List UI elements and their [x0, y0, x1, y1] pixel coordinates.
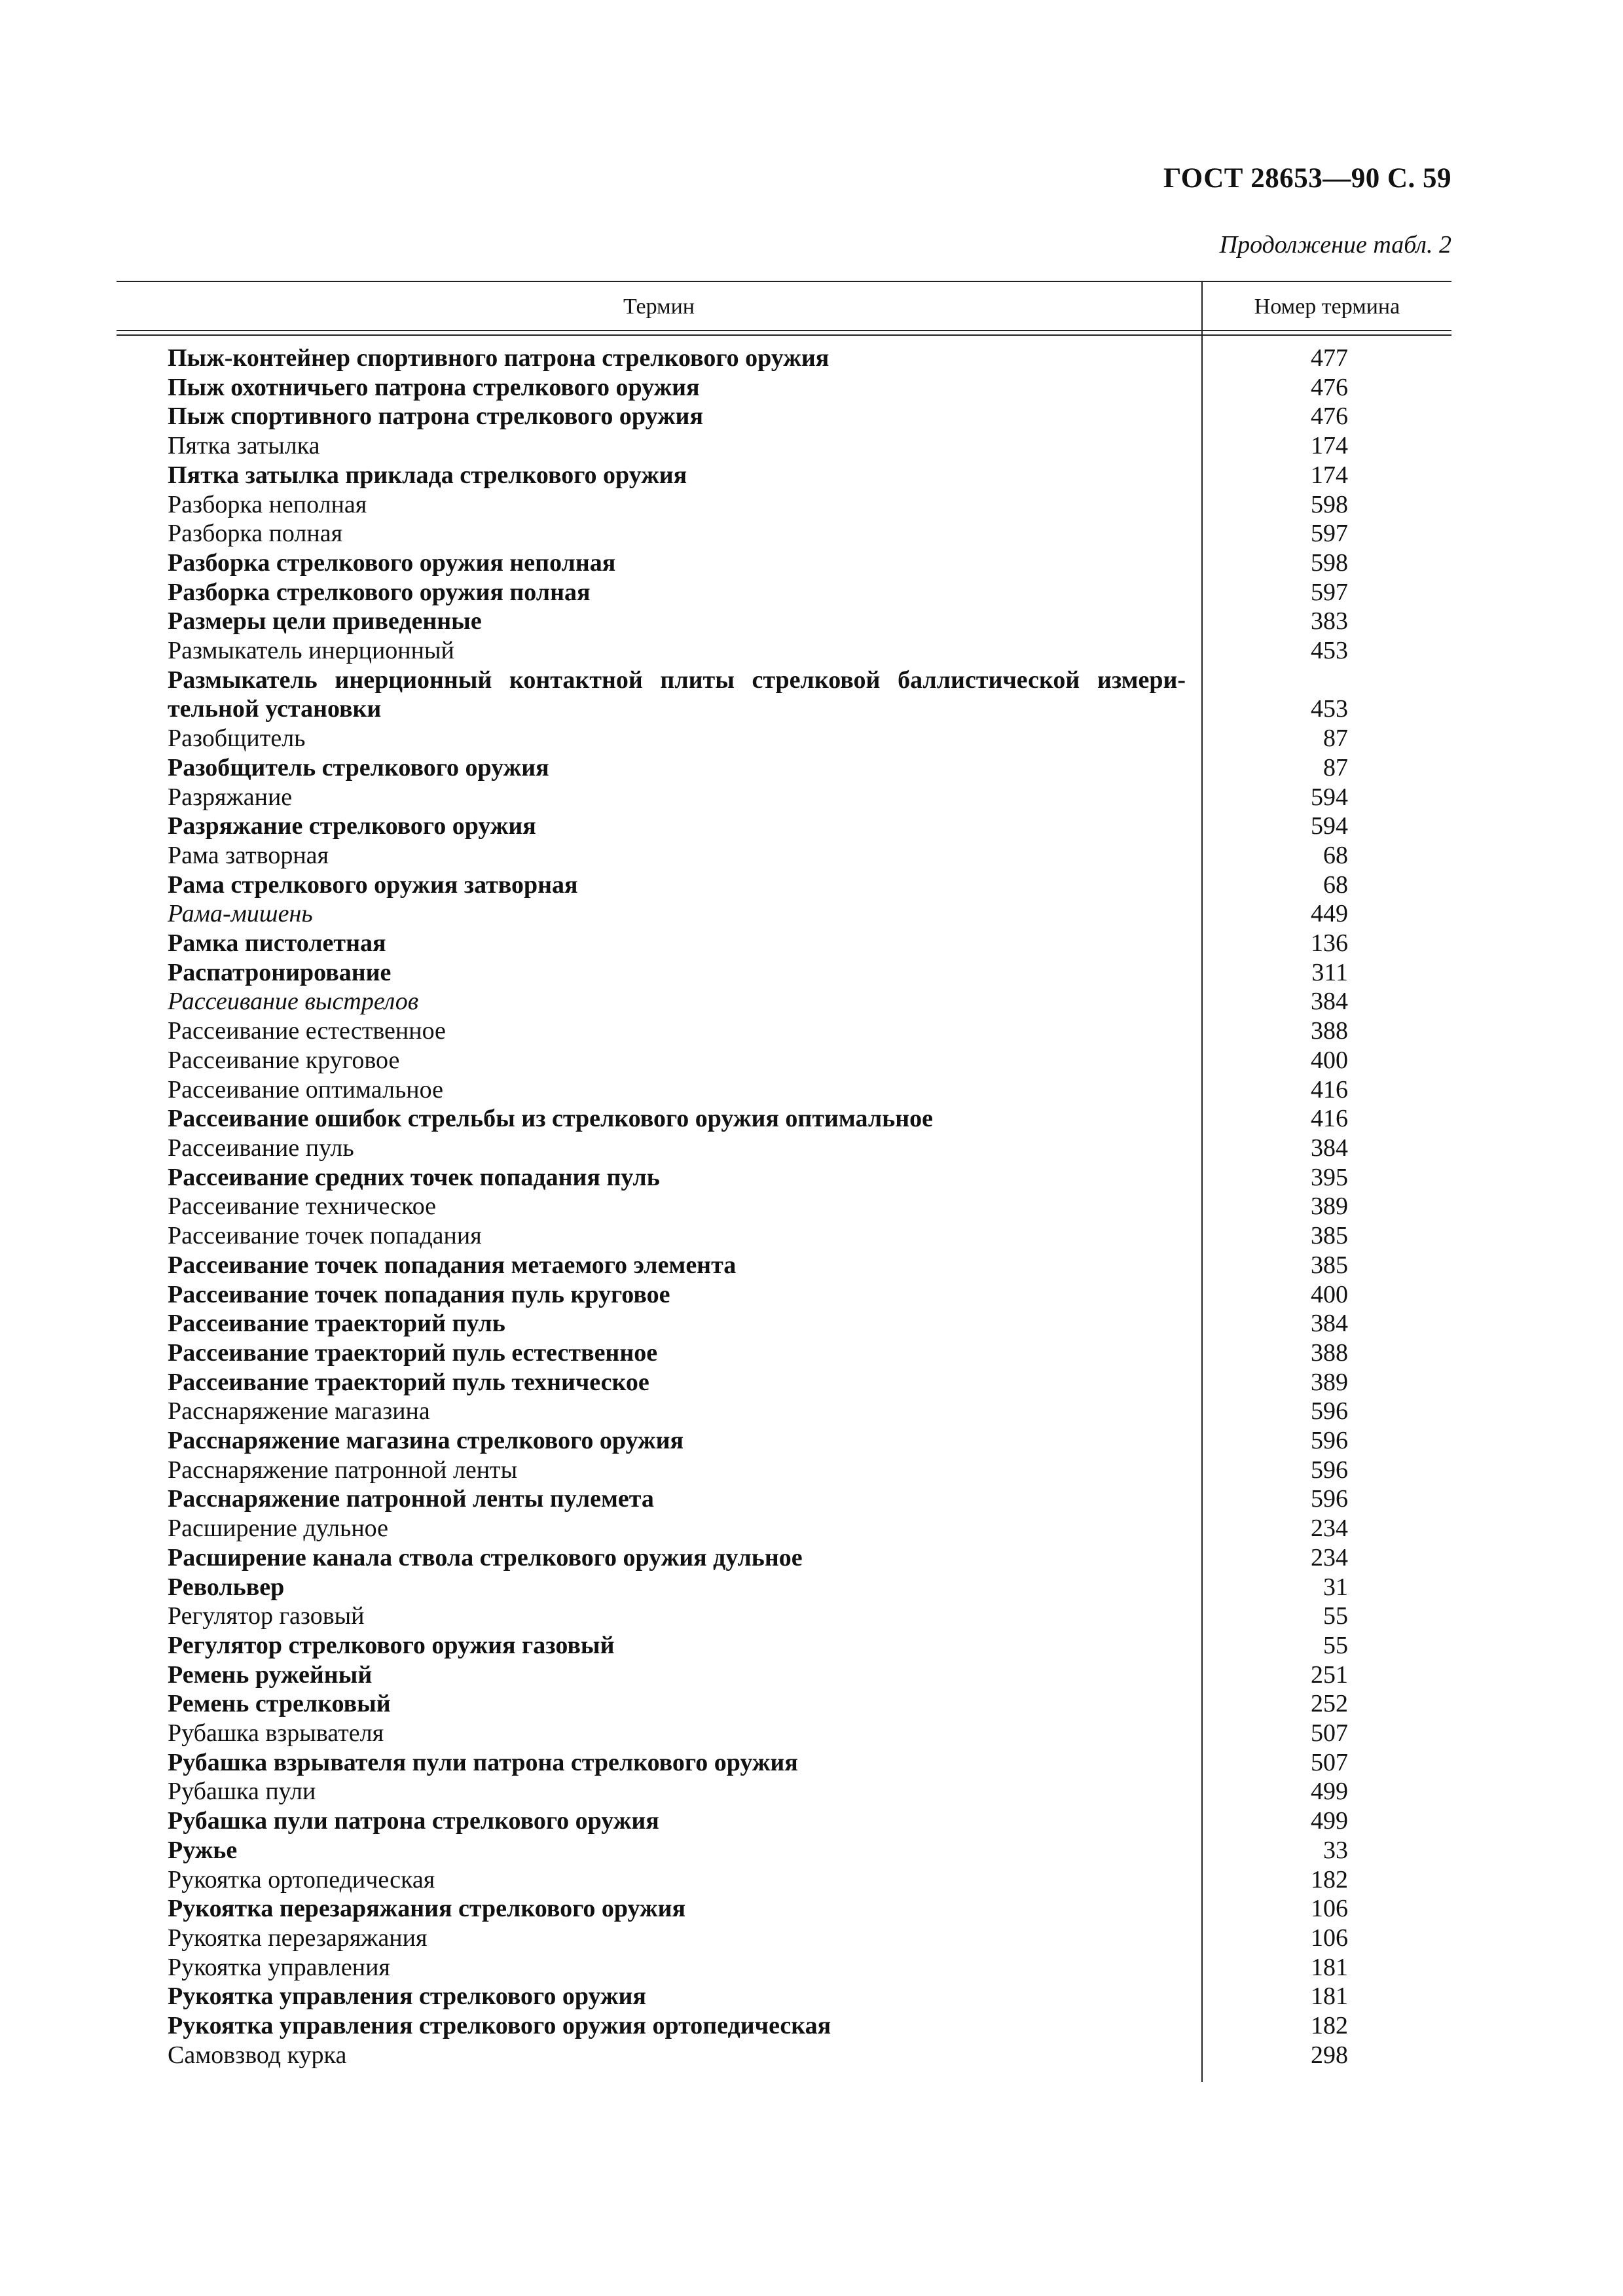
term-number-cell: 385	[1311, 1222, 1348, 1250]
table-body	[168, 344, 1451, 2070]
table-row	[168, 1338, 1451, 1368]
term-number-cell: 499	[1311, 1807, 1348, 1835]
table-row	[168, 1280, 1451, 1310]
term-number-cell: 234	[1311, 1543, 1348, 1571]
term-cell: Рассеивание точек попадания пуль круговое	[168, 1280, 670, 1308]
term-number-cell: 182	[1311, 2012, 1348, 2040]
term-cell: Рубашка взрывателя пули патрона стрелкового оружия	[168, 1748, 798, 1776]
term-cell: Размыкатель инерционный контактной плиты стрелковой баллистической измери-тельной установки	[168, 666, 1186, 723]
term-number-cell: 507	[1311, 1719, 1348, 1748]
term-cell: Рукоятка управления стрелкового оружия	[168, 1982, 646, 2011]
term-cell: Рама-мишень	[168, 900, 313, 928]
term-cell: Разборка стрелкового оружия полная	[168, 578, 591, 606]
term-cell: Рубашка взрывателя	[168, 1719, 384, 1748]
table-row	[168, 753, 1451, 783]
term-cell: Рассеивание естественное	[168, 1017, 446, 1045]
term-number-cell: 87	[1323, 753, 1348, 781]
table-row	[168, 1894, 1451, 1924]
term-cell: Рукоятка перезаряжания стрелкового оружия	[168, 1895, 686, 1923]
table-row	[168, 1426, 1451, 1456]
term-number-cell: 384	[1311, 1310, 1348, 1338]
term-cell: Разборка неполная	[168, 490, 367, 518]
table-row	[168, 1982, 1451, 2011]
term-number-cell: 416	[1311, 1105, 1348, 1133]
table-row	[168, 402, 1451, 431]
table-row	[168, 636, 1451, 666]
term-cell: Размыкатель инерционный	[168, 637, 454, 665]
term-number-cell: 477	[1311, 344, 1348, 372]
term-cell: Разборка стрелкового оружия неполная	[168, 548, 616, 577]
table-row	[168, 1689, 1451, 1719]
term-number-cell: 400	[1311, 1280, 1348, 1308]
term-cell: Рукоятка управления	[168, 1953, 390, 1981]
column-header-term: Термин	[623, 295, 695, 319]
term-cell: Револьвер	[168, 1573, 285, 1601]
term-cell: Рассеивание точек попадания	[168, 1222, 482, 1250]
table-row	[168, 1134, 1451, 1163]
table-row	[168, 431, 1451, 461]
term-cell: Расснаряжение магазина стрелкового оружия	[168, 1427, 684, 1455]
table-row	[168, 1016, 1451, 1046]
term-cell: Пятка затылка	[168, 432, 320, 460]
term-cell: Расширение дульное	[168, 1515, 388, 1543]
table-row	[168, 1573, 1451, 1602]
table-row	[168, 1368, 1451, 1397]
term-number-cell: 136	[1311, 929, 1348, 958]
term-number-cell: 388	[1311, 1338, 1348, 1367]
term-cell: Рассеивание выстрелов	[168, 988, 419, 1016]
table-row	[168, 1602, 1451, 1631]
table-row	[168, 812, 1451, 841]
term-cell: Рассеивание круговое	[168, 1046, 400, 1074]
term-number-cell: 68	[1323, 870, 1348, 899]
table-row	[168, 1163, 1451, 1193]
term-cell: Пыж-контейнер спортивного патрона стрелкового оружия	[168, 344, 830, 372]
term-cell: Рукоятка управления стрелкового оружия ортопедическая	[168, 2012, 831, 2040]
term-cell: Рассеивание траекторий пуль техническое	[168, 1368, 649, 1396]
table-row	[168, 1777, 1451, 1806]
table-row	[168, 1251, 1451, 1280]
table-row	[168, 490, 1451, 520]
term-number-cell: 385	[1311, 1251, 1348, 1279]
term-number-cell: 598	[1311, 490, 1348, 518]
table-row	[168, 2011, 1451, 2041]
term-number-cell: 596	[1311, 1427, 1348, 1455]
table-row	[168, 783, 1451, 812]
table-row	[168, 841, 1451, 870]
table-row	[168, 578, 1451, 607]
term-number-cell: 234	[1311, 1515, 1348, 1543]
page-header: ГОСТ 28653—90 С. 59	[1163, 163, 1451, 194]
term-number-cell: 389	[1311, 1193, 1348, 1221]
term-cell: Ремень стрелковый	[168, 1690, 391, 1718]
term-number-cell: 55	[1323, 1631, 1348, 1659]
term-cell: Ружье	[168, 1836, 238, 1864]
term-number-cell: 182	[1311, 1865, 1348, 1893]
term-cell: Рамка пистолетная	[168, 929, 386, 958]
table-row	[168, 1953, 1451, 1982]
term-number-cell: 298	[1311, 2041, 1348, 2069]
term-number-cell: 453	[1311, 637, 1348, 665]
table-row	[168, 1221, 1451, 1251]
term-cell: Расширение канала ствола стрелкового оружия дульное	[168, 1543, 803, 1571]
table-row	[168, 1046, 1451, 1075]
table-row	[168, 870, 1451, 900]
term-cell: Рама стрелкового оружия затворная	[168, 870, 578, 899]
terms-index-table	[117, 281, 1451, 2082]
term-cell: Регулятор стрелкового оружия газовый	[168, 1631, 615, 1659]
term-cell: Ремень ружейный	[168, 1660, 373, 1689]
term-cell: Рассеивание траекторий пуль естественное	[168, 1338, 658, 1367]
term-cell: Рассеивание траекторий пуль	[168, 1310, 505, 1338]
term-cell: Регулятор газовый	[168, 1602, 365, 1630]
term-number-cell: 594	[1311, 812, 1348, 840]
term-number-cell: 383	[1311, 607, 1348, 636]
term-cell: Пыж охотничьего патрона стрелкового оружия	[168, 373, 700, 401]
table-row	[168, 724, 1451, 753]
term-cell: Рама затворная	[168, 841, 329, 869]
term-cell: Рассеивание средних точек попадания пуль	[168, 1163, 660, 1191]
term-number-cell: 416	[1311, 1075, 1348, 1103]
table-row	[168, 666, 1451, 724]
term-number-cell: 181	[1311, 1982, 1348, 2011]
term-number-cell: 499	[1311, 1778, 1348, 1806]
table-row	[168, 1748, 1451, 1778]
table-row	[168, 1719, 1451, 1748]
term-cell: Пятка затылка приклада стрелкового оружия	[168, 461, 687, 489]
term-number-cell: 389	[1311, 1368, 1348, 1396]
table-continuation-label: Продолжение табл. 2	[1219, 231, 1451, 259]
table-row	[168, 929, 1451, 958]
table-row	[168, 1865, 1451, 1895]
term-number-cell: 507	[1311, 1748, 1348, 1776]
term-number-cell: 476	[1311, 373, 1348, 401]
table-row	[168, 1924, 1451, 1953]
term-cell: Рукоятка ортопедическая	[168, 1865, 435, 1893]
term-number-cell: 476	[1311, 403, 1348, 431]
table-row	[168, 607, 1451, 636]
term-cell: Рассеивание ошибок стрельбы из стрелкового оружия оптимальное	[168, 1105, 934, 1133]
term-number-cell: 400	[1311, 1046, 1348, 1074]
term-number-cell: 598	[1311, 548, 1348, 577]
term-cell: Рассеивание техническое	[168, 1193, 437, 1221]
header-rule-double	[117, 334, 1451, 336]
table-row	[168, 1631, 1451, 1660]
table-row	[168, 519, 1451, 548]
term-cell: Распатронирование	[168, 958, 392, 986]
header-rule	[117, 330, 1451, 331]
term-number-cell: 174	[1311, 461, 1348, 489]
table-row	[168, 344, 1451, 373]
term-number-cell: 87	[1323, 725, 1348, 753]
table-top-rule	[117, 281, 1451, 282]
table-row	[168, 899, 1451, 929]
term-number-cell: 31	[1323, 1573, 1348, 1601]
table-row	[168, 1104, 1451, 1134]
term-cell: Самовзвод курка	[168, 2041, 347, 2069]
term-number-cell: 252	[1311, 1690, 1348, 1718]
table-row	[168, 1309, 1451, 1338]
term-number-cell: 596	[1311, 1456, 1348, 1484]
term-cell: Рассеивание оптимальное	[168, 1075, 443, 1103]
term-number-cell: 596	[1311, 1397, 1348, 1426]
term-cell: Разборка полная	[168, 520, 343, 548]
term-number-cell: 251	[1311, 1660, 1348, 1689]
term-number-cell: 449	[1311, 900, 1348, 928]
table-row	[168, 958, 1451, 988]
term-number-cell: 594	[1311, 783, 1348, 811]
term-cell: Рассеивание пуль	[168, 1134, 354, 1162]
table-row	[168, 1514, 1451, 1543]
table-row	[168, 548, 1451, 578]
term-cell: Расснаряжение патронной ленты пулемета	[168, 1485, 654, 1513]
table-row	[168, 461, 1451, 490]
term-cell: Размеры цели приведенные	[168, 607, 482, 636]
table-row	[168, 1836, 1451, 1865]
term-number-cell: 181	[1311, 1953, 1348, 1981]
term-number-cell: 453	[1311, 695, 1348, 723]
term-number-cell: 384	[1311, 988, 1348, 1016]
term-number-cell: 33	[1323, 1836, 1348, 1864]
term-cell: Рукоятка перезаряжания	[168, 1924, 428, 1952]
term-number-cell: 384	[1311, 1134, 1348, 1162]
term-cell: Пыж спортивного патрона стрелкового оружия	[168, 403, 704, 431]
term-number-cell: 597	[1311, 578, 1348, 606]
term-cell: Рубашка пули	[168, 1778, 316, 1806]
term-cell: Расснаряжение магазина	[168, 1397, 430, 1426]
term-number-cell: 395	[1311, 1163, 1348, 1191]
table-row	[168, 1192, 1451, 1221]
term-cell: Расснаряжение патронной ленты	[168, 1456, 518, 1484]
table-row	[168, 1806, 1451, 1836]
term-number-cell: 311	[1311, 958, 1348, 986]
term-number-cell: 106	[1311, 1895, 1348, 1923]
table-row	[168, 987, 1451, 1016]
term-number-cell: 388	[1311, 1017, 1348, 1045]
term-number-cell: 596	[1311, 1485, 1348, 1513]
table-row	[168, 1543, 1451, 1573]
term-cell: Разряжание	[168, 783, 293, 811]
table-row	[168, 373, 1451, 403]
term-cell: Рассеивание точек попадания метаемого элемента	[168, 1251, 737, 1279]
table-row	[168, 1660, 1451, 1690]
table-row	[168, 1456, 1451, 1485]
term-cell: Разобщитель	[168, 725, 306, 753]
column-header-number: Номер термина	[1254, 295, 1400, 319]
table-row	[168, 2041, 1451, 2070]
term-cell: Рубашка пули патрона стрелкового оружия	[168, 1807, 659, 1835]
term-cell: Разряжание стрелкового оружия	[168, 812, 536, 840]
term-number-cell: 55	[1323, 1602, 1348, 1630]
term-number-cell: 106	[1311, 1924, 1348, 1952]
term-cell: Разобщитель стрелкового оружия	[168, 753, 549, 781]
table-row	[168, 1484, 1451, 1514]
term-number-cell: 174	[1311, 432, 1348, 460]
table-row	[168, 1075, 1451, 1105]
table-row	[168, 1397, 1451, 1426]
term-number-cell: 68	[1323, 841, 1348, 869]
term-number-cell: 597	[1311, 520, 1348, 548]
